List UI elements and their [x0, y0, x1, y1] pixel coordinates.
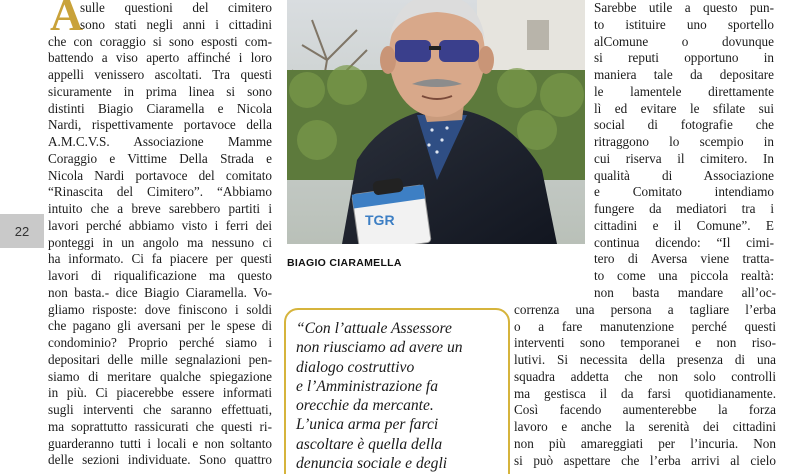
text-line: lavoro e anche la serenità dei cittadini [514, 419, 776, 434]
text-line: Nicola Nardi portavoce del comitato [48, 167, 272, 183]
text-line: Nardi, rispettivamente portavoce della [48, 117, 272, 133]
text-line: Coraggio e Vittime Della Strada e [48, 150, 272, 166]
text-line: che con coraggio si sono esposti com- [48, 33, 272, 49]
text-line: battendo a viso aperto affinché i loro [48, 50, 272, 66]
text-line: non più amareggiati per l’incuria. Non [514, 435, 776, 451]
text-line: ritraggono lo scempio in [594, 134, 774, 149]
text-line: to istituire uno sportello [594, 16, 774, 32]
text-line: tero di Aversa viene tratta- [594, 251, 774, 267]
text-line: e Comitato intendiamo [594, 184, 774, 200]
article-column-bottom [514, 285, 776, 469]
quote-line: ascoltare è quella della [296, 435, 443, 453]
text-line: lavori di riqualificazione ma questo [48, 268, 272, 283]
text-line: ha informato. Ci fa piacere per questi [48, 251, 272, 267]
portrait-illustration [287, 0, 585, 244]
text-line: A.M.C.V.S. Associazione Mamme [48, 134, 272, 149]
text-line: ma soprattutto rassicurati che questi ri- [48, 418, 272, 434]
quote-line: denuncia sociale e degli [296, 455, 448, 473]
text-line: fungere da mediatori tra i [594, 201, 774, 216]
text-line: guarderanno tutti i locali e non soltanto [48, 435, 272, 451]
drop-cap: A [50, 0, 84, 40]
quote-line: L’unica arma per farci [296, 416, 439, 434]
text-line: o a fare manutenzione perché questi [514, 318, 776, 334]
text-line: gliamo risposte: dove finiscono i soldi [48, 301, 272, 317]
text-line: correnza una persona a tagliare l’erba [514, 301, 776, 317]
text-line: Così facendo aumenterebbe la forza [514, 402, 776, 418]
text-line: lutivi. Si necessita della presenza di una [514, 352, 776, 367]
text-line: maniera tale da depositare [594, 67, 774, 82]
text-line: delle sezioni individuate. Sono quattro [48, 452, 272, 468]
text-line: alComune o dovunque [594, 33, 774, 49]
text-line: lì ed evitare le sfilate sui [594, 100, 774, 116]
text-line: si reputi opportuno in [594, 50, 774, 66]
text-line: distinti Biagio Ciaramella e Nicola [48, 100, 272, 116]
text-line: “Rinascita del Cimitero”. “Abbiamo [48, 184, 272, 200]
text-line: qualità di Associazione [594, 167, 774, 183]
text-line: sulle questioni del cimitero [80, 0, 272, 15]
text-line: continua dicendo: “Il cimi- [594, 234, 774, 250]
text-line: in più. Ci piacerebbe essere informati [48, 385, 272, 401]
text-line: depositari delle mille segnalazioni pen- [48, 351, 272, 367]
text-line: le lamentele direttamente [594, 83, 774, 99]
text-line: social di fotografie che [594, 117, 774, 133]
pull-quote [284, 308, 510, 474]
text-line: ma gestisca il da farsi quotidianamente. [514, 385, 776, 401]
quote-line: “Con l’attuale Assessore [296, 320, 452, 337]
text-line: appelli venissero ascoltati. Tra questi [48, 67, 272, 82]
photo-caption: BIAGIO CIARAMELLA [287, 257, 402, 269]
text-line: cui riserva il cimitero. In [594, 150, 774, 166]
text-line: lavori perché abbiamo visto i ferri dei [48, 217, 272, 233]
text-line: squadra addetta che non solo controlli [514, 368, 776, 384]
text-line: cittadini e il Comune”. E [594, 217, 774, 233]
text-line: ponteggi in un angolo ma nessuno ci [48, 234, 272, 250]
quote-line: e l’Amministrazione fa [296, 377, 439, 395]
text-line: intuito che a breve sarebbero partiti i [48, 201, 272, 216]
text-line: sono stati negli anni i cittadini [80, 16, 272, 32]
quote-line: orecchie da mercante. [296, 397, 434, 415]
article-column-left [48, 0, 272, 469]
text-line: sugli interventi che saranno effettuati, [48, 402, 272, 417]
text-line: condominio? Proprio perché siamo i [48, 335, 272, 350]
article-column-right [594, 0, 774, 285]
text-line: non basta mandare all’oc- [594, 285, 776, 300]
text-line: Sarebbe utile a questo pun- [594, 0, 774, 15]
microphone-label: TGR [365, 212, 395, 228]
text-line: si può aspettare che l’erba arrivi al cielo [514, 452, 776, 468]
page-number: 22 [0, 214, 44, 248]
text-line: siamo di meritare qualche spiegazione [48, 368, 272, 384]
quote-line: non riusciamo ad avere un [296, 339, 463, 357]
portrait-photo [287, 0, 585, 244]
text-line: interventi sono temporanei e non riso- [514, 335, 776, 351]
quote-line: dialogo costruttivo [296, 358, 415, 376]
text-line: che pagano gli aversani per le spese di [48, 318, 272, 334]
text-line: non basta.- dice Biagio Ciaramella. Vo- [48, 284, 272, 300]
text-line: sicuramente in prima linea si sono [48, 83, 272, 99]
text-line: to come una piccola realtà: [594, 268, 774, 283]
